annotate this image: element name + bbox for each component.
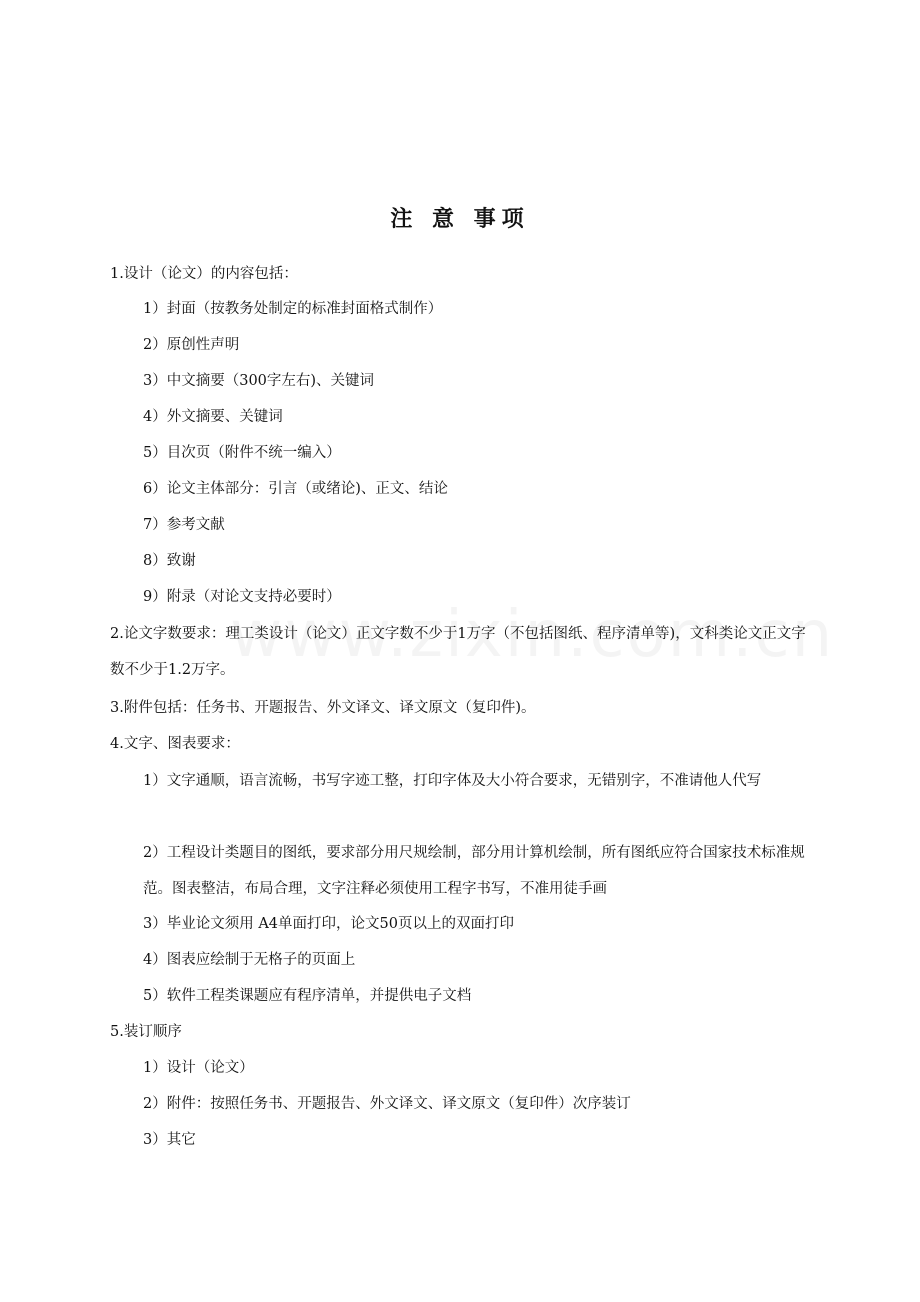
list-item: 7）参考文献 xyxy=(143,517,225,533)
list-item: 3）其它 xyxy=(143,1132,196,1148)
list-item: 5）软件工程类课题应有程序清单，并提供电子文档 xyxy=(143,988,472,1004)
section-3-paragraph: 3.附件包括：任务书、开题报告、外文译文、译文原文（复印件)。 xyxy=(110,700,536,716)
page-title: 注 意 事项 xyxy=(390,207,530,232)
section-5-heading: 5.装订顺序 xyxy=(110,1024,182,1040)
list-item: 1）封面（按教务处制定的标准封面格式制作） xyxy=(143,301,443,317)
list-item: 2）原创性声明 xyxy=(143,337,240,353)
list-item: 8）致谢 xyxy=(143,553,196,569)
section-4-heading: 4.文字、图表要求： xyxy=(110,736,240,752)
list-item: 5）目次页（附件不统一编入） xyxy=(143,445,341,461)
section-1-heading: 1.设计（论文）的内容包括： xyxy=(110,266,298,282)
list-item: 4）图表应绘制于无格子的页面上 xyxy=(143,952,356,968)
list-item: 1）文字通顺，语言流畅，书写字迹工整，打印字体及大小符合要求，无错别字，不准请他人代写 xyxy=(143,773,762,789)
list-item: 3）毕业论文须用 A4单面打印，论文50页以上的双面打印 xyxy=(143,916,514,932)
list-item: 6）论文主体部分：引言（或绪论)、正文、结论 xyxy=(143,481,448,497)
list-item: 9）附录（对论文支持必要时） xyxy=(143,589,341,605)
list-item: 1）设计（论文） xyxy=(143,1060,254,1076)
list-item: 2）附件：按照任务书、开题报告、外文译文、译文原文（复印件）次序装订 xyxy=(143,1096,631,1112)
list-item: 2）工程设计类题目的图纸，要求部分用尺规绘制，部分用计算机绘制，所有图纸应符合国家技术标准规范。图表整洁，布局合理，文字注释必须使用工程字书写，不准用徒手画 xyxy=(143,845,805,897)
section-2-paragraph: 2.论文字数要求：理工类设计（论文）正文字数不少于1万字（不包括图纸、程序清单等)，文科类论文正文字数不少于1.2万字。 xyxy=(110,626,806,678)
list-item: 3）中文摘要（300字左右)、关键词 xyxy=(143,373,375,389)
list-item: 4）外文摘要、关键词 xyxy=(143,409,283,425)
